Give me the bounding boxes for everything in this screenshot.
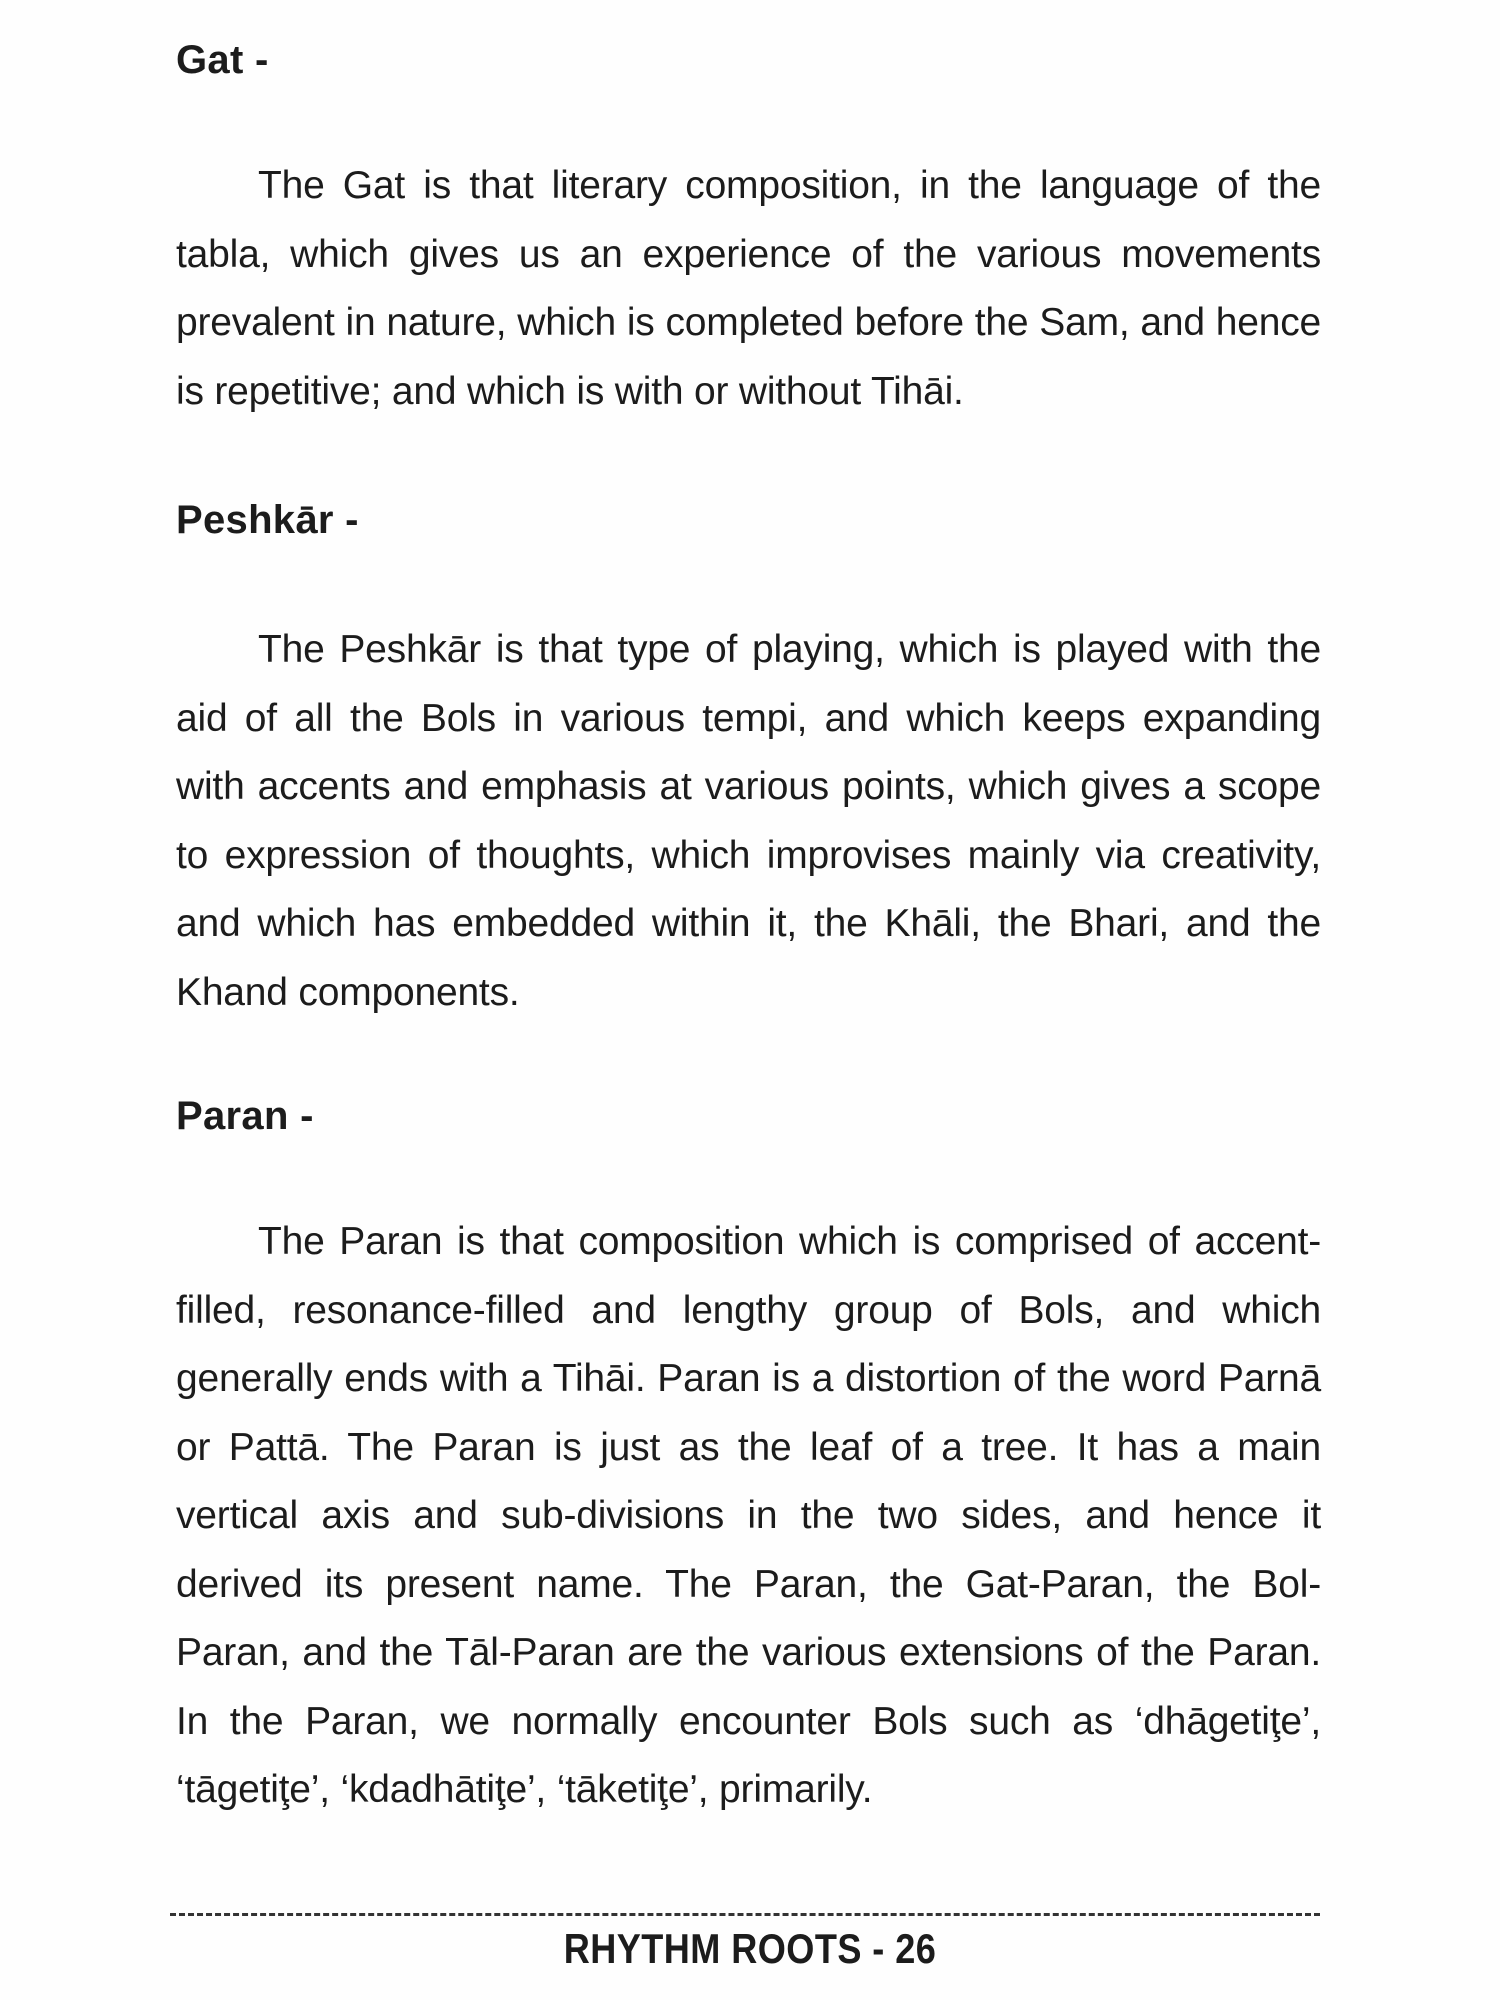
- paragraph-paran: The Paran is that composition which is comprised of accent-filled, resonance-filled and lengthy group of Bols, and which generally ends with a Tihāi. Paran is a distortion of the word Parnā or Pattā. The Paran is just as the leaf of a tree. It has a main vertical axis and sub-divisions in the two sides, and hence it derived its present name. The Paran, the Gat-Paran, the Bol- Paran, and the Tāl-Paran are the various extensions of the Paran. In the Paran, we normally encounter Bols such as ‘dhāgetiţe’, ‘tāgetiţe’, ‘kdadhātiţe’, ‘tāketiţe’, primarily.: [176, 1220, 1321, 1811]
- heading-gat: Gat -: [176, 38, 269, 82]
- section-gat: [176, 36, 1321, 426]
- heading-paran: Paran -: [176, 1094, 314, 1138]
- paragraph-peshkar: The Peshkār is that type of playing, which is played with the aid of all the Bols in various tempi, and which keeps expanding with accents and emphasis at various points, which gives a scope to expression of thoughts, which improvises mainly via creativity, and which has embedded within it, the Khāli, the Bhari, and the Khand components.: [176, 628, 1321, 1014]
- paragraph-gat: The Gat is that literary composition, in the language of the tabla, which gives us an experience of the various movements prevalent in nature, which is completed before the Sam, and hence is repetitive; and which is with or without Tihāi.: [176, 164, 1321, 413]
- footer-page-title: RHYTHM ROOTS - 26: [563, 1925, 937, 1972]
- heading-peshkar: Peshkār -: [176, 498, 359, 542]
- footer-divider: [170, 1913, 1320, 1916]
- section-peshkar: [176, 496, 1321, 1027]
- section-paran: [176, 1092, 1321, 1825]
